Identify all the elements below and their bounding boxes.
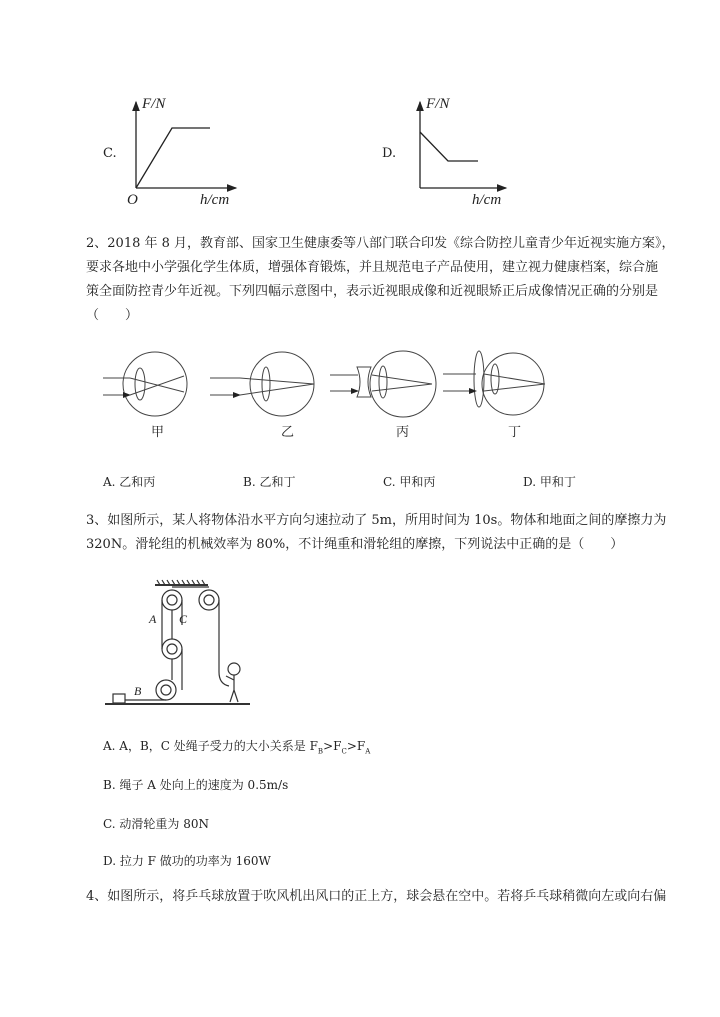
q4-line: 4、如图所示，将乒乓球放置于吹风机出风口的正上方，球会悬在空中。若将乒乓球稍微向左或向右偏 bbox=[86, 889, 667, 904]
option-d[interactable]: D. 拉力 F 做功的功率为 160W bbox=[103, 854, 271, 868]
figure-label: 丙 bbox=[396, 425, 410, 440]
option-a[interactable] bbox=[103, 738, 370, 759]
figure-label: 甲 bbox=[151, 425, 165, 440]
label-b: B bbox=[134, 684, 142, 698]
label-c: C bbox=[179, 612, 188, 626]
option-b[interactable]: B. 乙和丁 bbox=[243, 475, 296, 489]
subscript: C bbox=[341, 747, 347, 756]
graph-c-x-label: h/cm bbox=[200, 192, 230, 208]
q3-line: 320N。滑轮组的机械效率为 80%，不计绳重和滑轮组的摩擦，下列说法中正确的是（ ） bbox=[86, 537, 624, 552]
q2-line: 要求各地中小学强化学生体质，增强体育锻炼，并且规范电子产品使用，建立视力健康档案，综合施 bbox=[86, 260, 659, 275]
option-b[interactable]: B. 绳子 A 处向上的速度为 0.5m/s bbox=[103, 778, 289, 792]
figure-label: 乙 bbox=[281, 425, 295, 440]
graph-d-option: D. bbox=[382, 146, 397, 161]
subscript: B bbox=[317, 747, 324, 756]
option-a-text: >F bbox=[346, 739, 366, 753]
q3-line: 3、如图所示，某人将物体沿水平方向匀速拉动了 5m，所用时间为 10s。物体和地面之间的摩擦力为 bbox=[86, 513, 667, 528]
graph-d-x-label: h/cm bbox=[472, 192, 502, 208]
graph-d bbox=[420, 102, 506, 188]
option-a-text: A. A，B，C 处绳子受力的大小关系是 F bbox=[103, 739, 318, 753]
graph-c-origin: O bbox=[127, 192, 138, 208]
graph-c-option: C. bbox=[103, 146, 117, 161]
option-d[interactable]: D. 甲和丁 bbox=[523, 475, 576, 489]
q2-line: （ ） bbox=[86, 308, 139, 323]
graph-c bbox=[136, 102, 236, 188]
label-a: A bbox=[149, 612, 157, 626]
option-c[interactable]: C. 动滑轮重为 80N bbox=[103, 817, 209, 831]
pulley-diagram bbox=[105, 580, 250, 704]
graph-c-y-label: F/N bbox=[142, 96, 166, 112]
q2-line: 2、2018 年 8 月，教育部、国家卫生健康委等八部门联合印发《综合防控儿童青少年近视实施方案》， bbox=[86, 236, 675, 251]
option-a[interactable]: A. 乙和丙 bbox=[103, 475, 156, 489]
figure-label: 丁 bbox=[508, 425, 522, 440]
option-a-text: >F bbox=[323, 739, 342, 753]
option-c[interactable]: C. 甲和丙 bbox=[383, 475, 436, 489]
subscript: A bbox=[365, 747, 371, 756]
eye-diagrams bbox=[103, 351, 545, 417]
q2-line: 策全面防控青少年近视。下列四幅示意图中，表示近视眼成像和近视眼矫正后成像情况正确的分别是 bbox=[86, 284, 659, 299]
graph-d-y-label: F/N bbox=[426, 96, 450, 112]
